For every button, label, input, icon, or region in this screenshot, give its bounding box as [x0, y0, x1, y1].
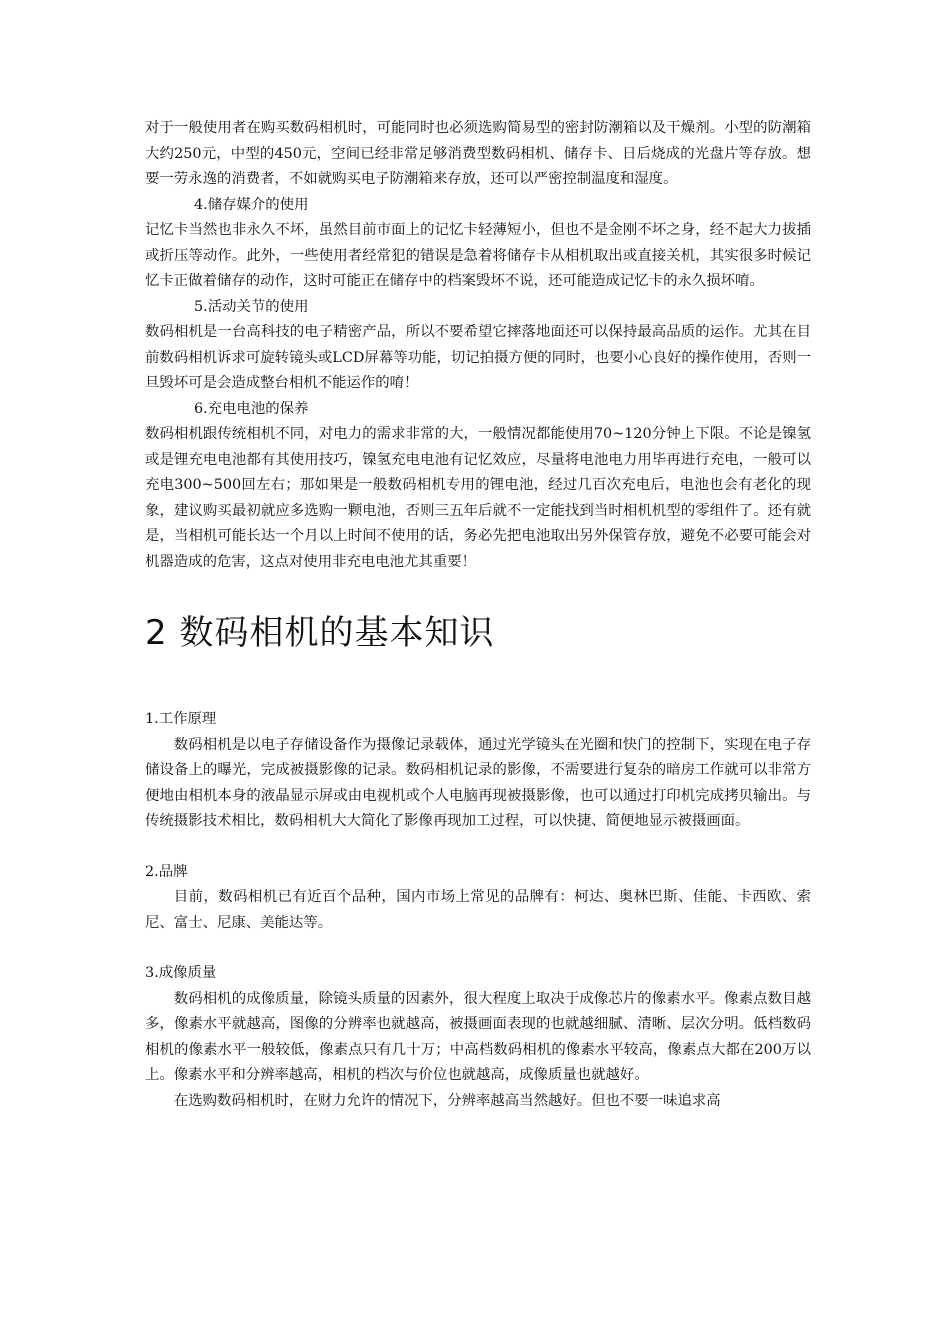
care-section-moving-parts [145, 295, 811, 397]
document-page [145, 116, 811, 1114]
section-heading: 6.充电电池的保养 [194, 400, 309, 417]
basics-section-brands [145, 860, 811, 937]
section-body: 记忆卡当然也非永久不坏，虽然目前市面上的记忆卡轻薄短小，但也不是金刚不坏之身，经不起大力拔插或折压等动作。此外，一些使用者经常犯的错误是急着将储存卡从相机取出或直接关机，其实很多时候记忆卡正做着储存的动作，这时可能正在储存中的档案毁坏不说，还可能造成记忆卡的永久损坏唷。 [145, 222, 811, 289]
intro-paragraph: 对于一般使用者在购买数码相机时，可能同时也必须选购简易型的密封防潮箱以及干燥剂。小型的防潮箱大约250元，中型的450元，空间已经非常足够消费型数码相机、储存卡、日后烧成的光盘片等存放。想要一劳永逸的消费者，不如就购买电子防潮箱来存放，还可以严密控制温度和湿度。 [145, 120, 811, 187]
section-heading: 1.工作原理 [145, 711, 217, 727]
basics-section-working-principle [145, 707, 811, 835]
spacer [145, 835, 811, 860]
section-body: 数码相机跟传统相机不同，对电力的需求非常的大，一般情况都能使用70~120分钟上下限。不论是镍氢或是锂充电电池都有其使用技巧，镍氢充电电池有记忆效应，尽量将电池电力用毕再进行充电，一般可以充电300~500回左右；那如果是一般数码相机专用的锂电池，经过几百次充电后，电池也会有老化的现象，建议购买最初就应多选购一颗电池，否则三五年后就不一定能找到当时相机机型的零组件了。还有就是，当相机可能长达一个月以上时间不使用的话，务必先把电池取出另外保管存放，避免不必要可能会对机器造成的危害，这点对使用非充电电池尤其重要！ [145, 426, 811, 570]
section-heading: 3.成像质量 [145, 965, 217, 981]
basics-section-image-quality [145, 961, 811, 1114]
section-paragraph: 在选购数码相机时，在财力允许的情况下，分辨率越高当然越好。但也不要一味追求高 [173, 1092, 721, 1109]
section-heading: 4.储存媒介的使用 [194, 196, 309, 213]
chapter-title: 2 数码相机的基本知识 [145, 613, 495, 653]
spacer [145, 936, 811, 961]
section-body: 数码相机是一台高科技的电子精密产品，所以不要希望它摔落地面还可以保持最高品质的运作。尤其在目前数码相机诉求可旋转镜头或LCD屏幕等功能，切记拍摄方便的同时，也要小心良好的操作使用，否则一旦毁坏可是会造成整台相机不能运作的唷！ [145, 324, 811, 391]
section-heading: 2.品牌 [145, 863, 188, 880]
section-heading: 5.活动关节的使用 [194, 298, 309, 315]
care-section-battery [145, 397, 811, 576]
care-section-storage-media [145, 193, 811, 295]
section-paragraph: 数码相机是以电子存储设备作为摄像记录载体，通过光学镜头在光圈和快门的控制下，实现在电子存储设备上的曝光，完成被摄影像的记录。数码相机记录的影像，不需要进行复杂的暗房工作就可以非常方便地由相机本身的液晶显示屏或由电视机或个人电脑再现被摄影像，也可以通过打印机完成拷贝输出。与传统摄影技术相比，数码相机大大简化了影像再现加工过程，可以快捷、简便地显示被摄画面。 [145, 736, 811, 829]
section-paragraph: 数码相机的成像质量，除镜头质量的因素外，很大程度上取决于成像芯片的像素水平。像素点数目越多，像素水平就越高，图像的分辨率也就越高，被摄画面表现的也就越细腻、清晰、层次分明。低档数码相机的像素水平一般较低，像素点只有几十万；中高档数码相机的像素水平较高，像素点大都在200万以上。像素水平和分辨率越高，相机的档次与价位也就越高，成像质量也就越好。 [145, 990, 811, 1083]
section-paragraph: 目前，数码相机已有近百个品种，国内市场上常见的品牌有：柯达、奥林巴斯、佳能、卡西欧、索尼、富士、尼康、美能达等。 [145, 889, 811, 931]
